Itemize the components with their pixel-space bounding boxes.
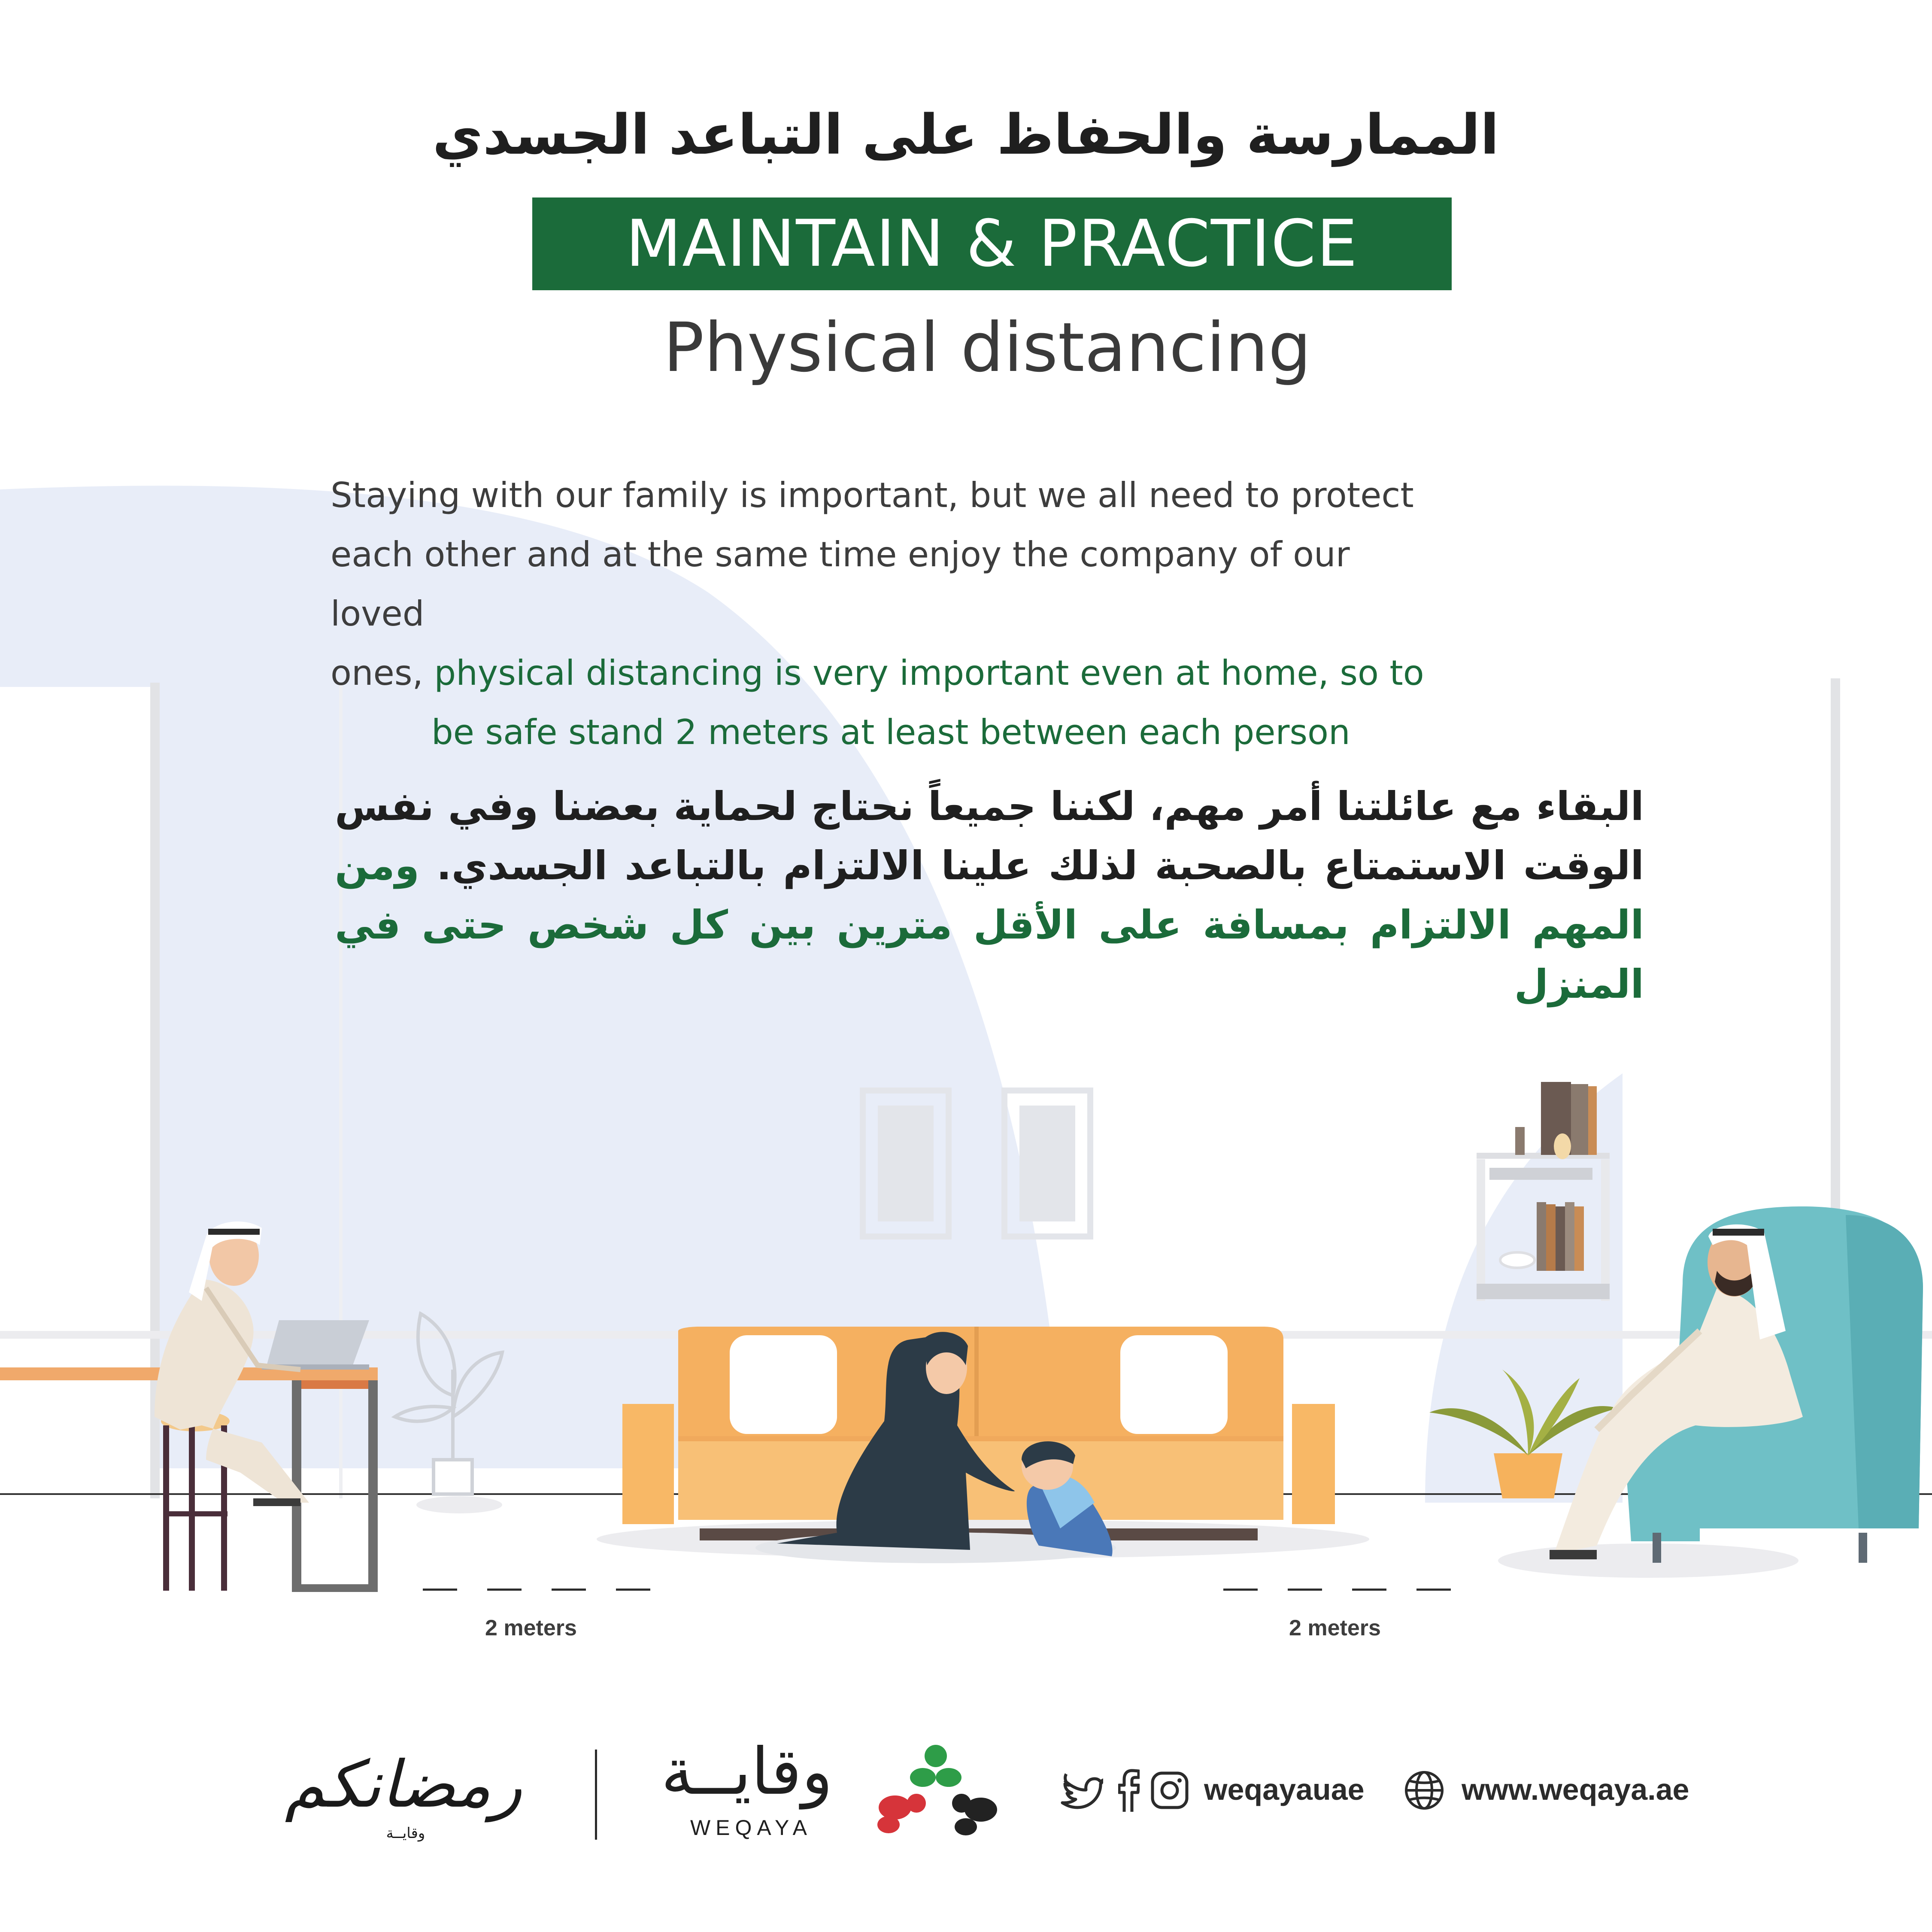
title-arabic: الممارسة والحفاظ على التباعد الجسدي <box>432 103 1499 167</box>
body-english-line-2: each other and at the same time enjoy the company of our loved <box>331 535 1350 634</box>
social-handle[interactable]: weqayauae <box>1204 1773 1365 1806</box>
wall-frame-left-inner <box>878 1106 934 1221</box>
distance-label-right: 2 meters <box>1289 1616 1381 1640</box>
globe-icon <box>1404 1770 1445 1811</box>
body-arabic-plain: البقاء مع عائلتنا أمر مهم، لكننا جميعاً نحتاج لحماية بعضنا وفي نفس الوقت الاستمتاع بالصحبة لذلك علينا الالتزام بالتباعد الجسدي. <box>335 784 1644 889</box>
sofa <box>622 1327 1335 1540</box>
body-english-line-3-highlight: physical distancing is very important even at home, so to <box>434 653 1424 693</box>
wall-frame-right-inner <box>1019 1106 1075 1221</box>
body-arabic <box>335 777 1644 1014</box>
distance-markers-right <box>1223 1589 1451 1591</box>
ramadan-logo-sub: وقايــة <box>386 1825 425 1842</box>
weqaya-logo-mark <box>877 1745 997 1835</box>
body-english-line-1: Staying with our family is important, but we all need to protect <box>331 475 1414 515</box>
body-english-line-3 <box>331 644 1429 703</box>
subtitle: Physical distancing <box>663 308 1311 387</box>
body-english-line-3-plain: ones, <box>331 653 434 693</box>
plant-left-shadow <box>416 1496 502 1513</box>
distance-markers-left <box>423 1589 650 1591</box>
weqaya-logo-english: WEQAYA <box>690 1816 813 1840</box>
website-link[interactable]: www.weqaya.ae <box>1462 1773 1689 1806</box>
ramadan-logo: رمضانكم <box>285 1747 522 1822</box>
body-english-line-4-highlight: be safe stand 2 meters at least between each person <box>431 712 1350 752</box>
title-banner <box>532 197 1452 290</box>
footer-divider <box>595 1750 597 1840</box>
facebook-icon[interactable] <box>1118 1769 1140 1812</box>
body-english <box>331 466 1429 762</box>
weqaya-logo-arabic: وقايــة <box>661 1735 833 1809</box>
body-arabic-highlight: ومن المهم الالتزام بمسافة على الأقل مترين بين كل شخص حتى في المنزل <box>335 843 1644 1007</box>
armchair-shadow <box>1498 1543 1799 1578</box>
twitter-icon[interactable] <box>1060 1771 1103 1810</box>
distance-label-left: 2 meters <box>485 1616 577 1640</box>
instagram-icon[interactable] <box>1150 1771 1189 1810</box>
banner-text: MAINTAIN & PRACTICE <box>625 207 1359 281</box>
